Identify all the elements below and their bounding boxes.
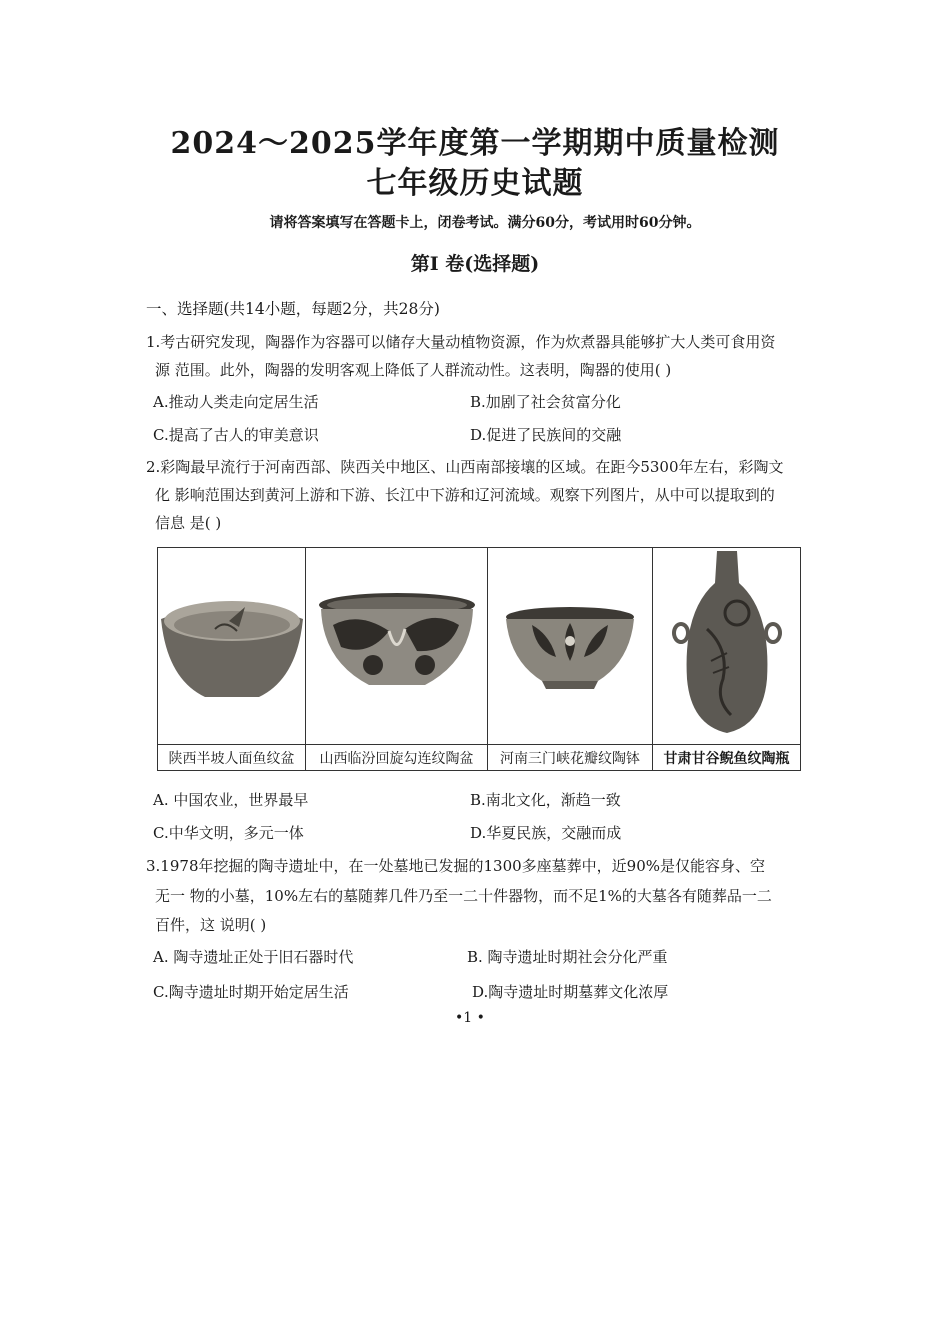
image-cell <box>653 548 801 745</box>
image-cell <box>488 548 653 745</box>
page-number: •1 • <box>455 1010 485 1026</box>
exam-title-line2: 七年级历史试题 <box>366 166 584 201</box>
option-d: D.陶寺遗址时期墓葬文化浓厚 <box>472 983 669 1001</box>
option-d: D.华夏民族，交融而成 <box>470 824 622 842</box>
petal-bowl-icon <box>490 569 650 719</box>
question-line: 2.彩陶最早流行于河南西部、陕西关中地区、山西南部接壤的区域。在距今5300年左右，彩陶文 <box>146 458 784 476</box>
option-a: A. 中国农业，世界最早 <box>153 791 309 809</box>
pottery-image-table <box>157 547 801 771</box>
image-caption: 甘肃甘谷鲵鱼纹陶瓶 <box>653 745 801 771</box>
question-line: 信息 是( ) <box>155 514 222 532</box>
question-line: 源 范围。此外，陶器的发明客观上降低了人群流动性。这表明，陶器的使用( ) <box>155 361 672 379</box>
volume-heading: 第I 卷(选择题) <box>410 253 540 275</box>
image-cell <box>158 548 306 745</box>
basin-bowl-icon <box>159 569 305 719</box>
option-a: A. 陶寺遗址正处于旧石器时代 <box>153 948 354 966</box>
image-caption: 陕西半坡人面鱼纹盆 <box>158 745 306 771</box>
option-a: A.推动人类走向定居生活 <box>153 393 319 411</box>
option-b: B.南北文化，渐趋一致 <box>470 791 621 809</box>
exam-notice: 请将答案填写在答题卡上，闭卷考试。满分60分，考试用时60分钟。 <box>269 215 701 231</box>
question-line: 百件，这 说明( ) <box>155 916 267 934</box>
exam-title-line1: 2024～2025学年度第一学期期中质量检测 <box>170 126 780 161</box>
question-line: 无一 物的小墓，10%左右的墓随葬几件乃至一二十件器物，而不足1%的大墓各有随葬品一二 <box>155 887 772 905</box>
option-b: B.加剧了社会贫富分化 <box>470 393 621 411</box>
option-c: C.中华文明，多元一体 <box>153 824 304 842</box>
option-d: D.促进了民族间的交融 <box>470 426 622 444</box>
image-caption: 河南三门峡花瓣纹陶钵 <box>488 745 653 771</box>
spiral-basin-icon <box>309 569 485 719</box>
section-heading: 一、选择题(共14小题，每题2分，共28分) <box>146 300 440 318</box>
option-c: C.陶寺遗址时期开始定居生活 <box>153 983 349 1001</box>
image-cell <box>306 548 488 745</box>
option-b: B. 陶寺遗址时期社会分化严重 <box>467 948 668 966</box>
question-line: 3.1978年挖掘的陶寺遗址中，在一处墓地已发掘的1300多座墓葬中，近90%是仅能容身、空 <box>146 857 766 875</box>
image-caption: 山西临汾回旋勾连纹陶盆 <box>306 745 488 771</box>
question-line: 1.考古研究发现，陶器作为容器可以储存大量动植物资源，作为炊煮器具能够扩大人类可食用资 <box>146 333 776 351</box>
fish-bottle-icon <box>667 549 787 739</box>
option-c: C.提高了古人的审美意识 <box>153 426 319 444</box>
question-line: 化 影响范围达到黄河上游和下游、长江中下游和辽河流域。观察下列图片，从中可以提取到的 <box>155 486 775 504</box>
